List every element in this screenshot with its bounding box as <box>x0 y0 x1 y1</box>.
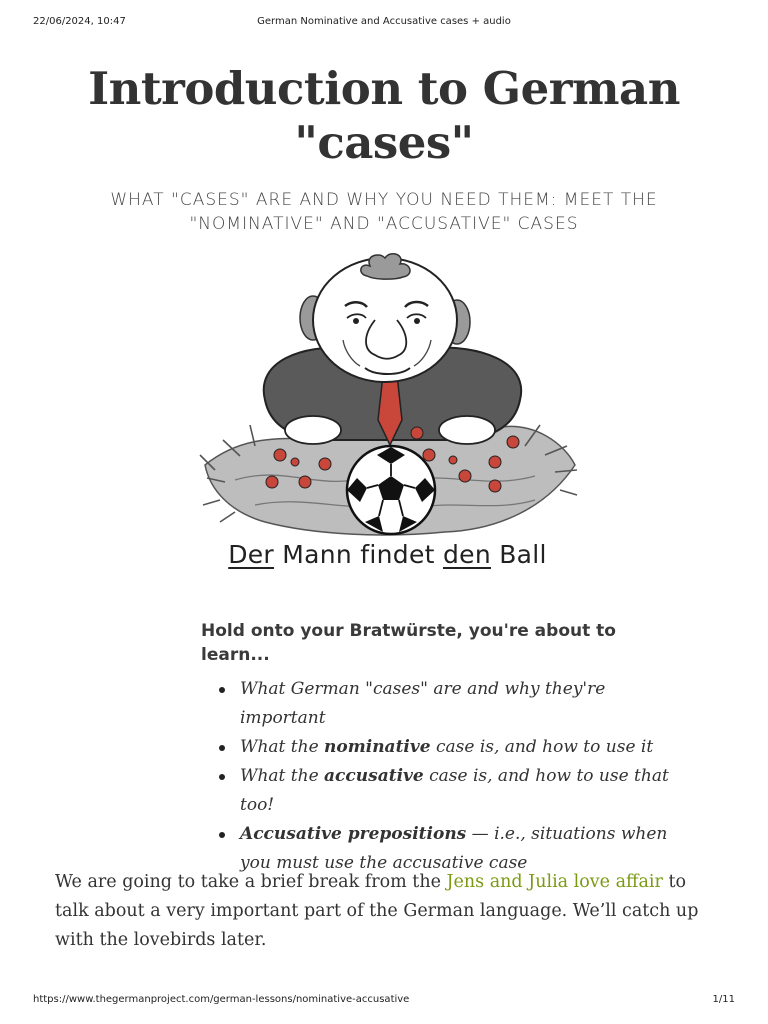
list-item-emphasis: nominative <box>324 737 431 757</box>
list-item-text: case is, and how to use it <box>430 737 654 757</box>
page-title <box>60 62 708 170</box>
print-page-title: German Nominative and Accusative cases + audio <box>257 16 511 27</box>
print-footer <box>0 992 768 1012</box>
jens-julia-link[interactable]: Jens and Julia love affair <box>446 872 663 892</box>
illustration-caption <box>195 540 580 569</box>
subtitle-line-1: WHAT "CASES" ARE AND WHY YOU NEED THEM: MEET THE <box>110 190 658 210</box>
list-item-text: case is, and how to use that too! <box>240 766 669 815</box>
list-item-text: — i.e., situations when you must use the accusative case <box>240 824 668 873</box>
learning-goals <box>201 619 681 878</box>
print-url: https://www.thegermanproject.com/german-lessons/nominative-accusative <box>33 994 410 1005</box>
learning-goals-heading: Hold onto your Bratwürste, you're about to learn... <box>201 621 616 665</box>
caption-article-den: den <box>442 540 491 569</box>
list-item-emphasis: accusative <box>324 766 424 786</box>
list-item <box>201 762 681 820</box>
title-line-2: "cases" <box>294 116 474 169</box>
football <box>347 446 435 534</box>
print-datetime: 22/06/2024, 10:47 <box>33 16 126 27</box>
body-text-before-link: We are going to take a brief break from the <box>55 872 447 892</box>
subtitle-line-2: "NOMINATIVE" AND "ACCUSATIVE" CASES <box>189 214 579 234</box>
hero-illustration <box>195 250 580 540</box>
learning-goals-list <box>201 675 681 878</box>
list-item-text: What the <box>240 766 325 786</box>
title-line-1: Introduction to German <box>88 62 680 115</box>
list-item <box>201 733 681 762</box>
page-number: 1/11 <box>712 994 735 1005</box>
page-subtitle <box>90 188 678 236</box>
caption-article-der: Der <box>228 540 275 569</box>
body-paragraph <box>55 868 720 955</box>
list-item-text: What the <box>240 737 325 757</box>
list-item-text: What German "cases" are and why they're important <box>240 679 606 728</box>
list-item <box>201 675 681 733</box>
list-item-emphasis: Accusative prepositions <box>240 824 467 844</box>
caption-middle: Mann findet <box>274 540 443 569</box>
print-header <box>0 0 768 40</box>
caption-end: Ball <box>490 540 547 569</box>
body-text-after-link: to talk about a very important part of the German language. We’ll catch up with the lovebirds later. <box>55 872 699 950</box>
